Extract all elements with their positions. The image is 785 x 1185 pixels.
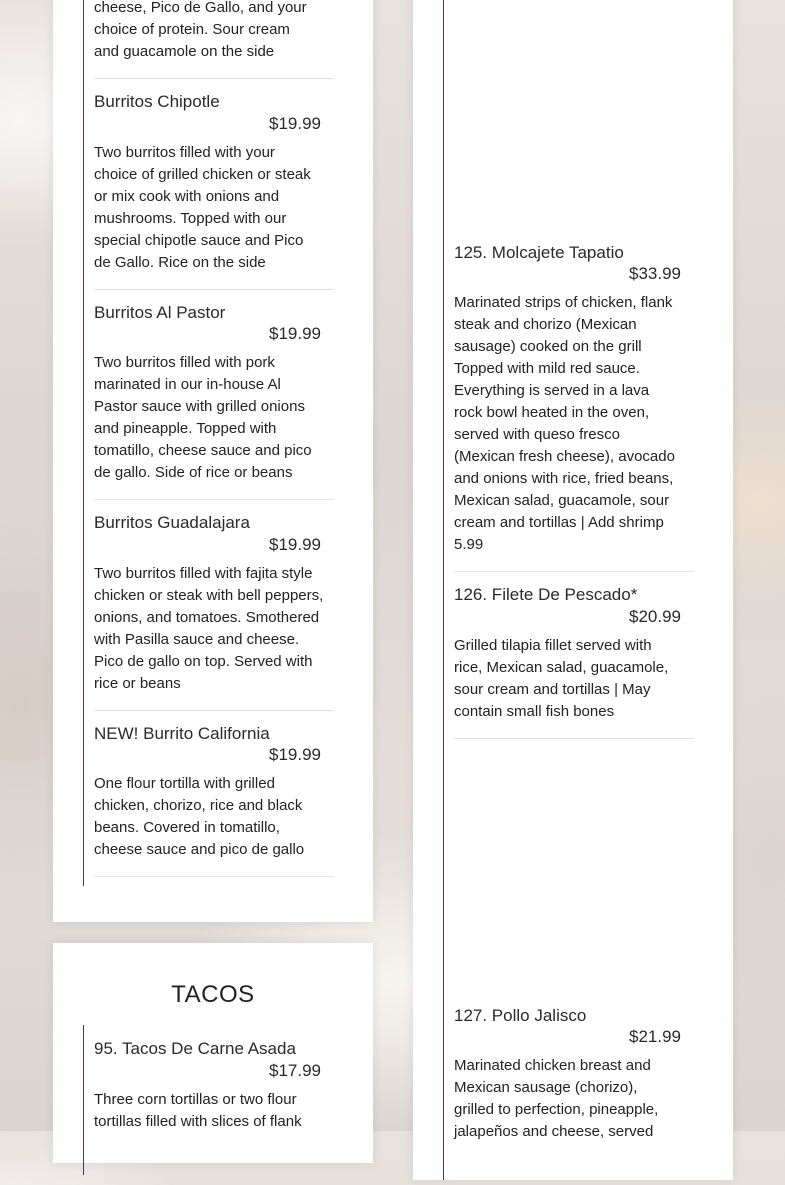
menu-item-description: cheese, Pico de Gallo, and your choice of protein. Sour cream and guacamole on the side [94,0,307,60]
menu-item[interactable] [454,1005,694,1185]
accent-line [83,0,84,886]
tacos-card [53,943,373,1163]
menu-item-divider [94,876,334,877]
menu-item-description: Two burritos filled with pork marinated in our in-house Al Pastor sauce with grilled onions and pineapple. Topped with tomatillo, cheese sauce and pico de gallo. Side of rice or beans [94,354,312,481]
menu-item-name: 125. Molcajete Tapatio [454,243,624,262]
menu-item-name: NEW! Burrito California [94,724,270,743]
menu-item-divider [454,738,694,739]
menu-item[interactable] [94,91,334,281]
menu-item-description: Two burritos filled with your choice of grilled chicken or steak or mix cook with onions and mushrooms. Topped with our special chipotle sauce and Pico de Gallo. Rice on the side [94,144,311,271]
menu-item[interactable] [454,242,694,552]
menu-item-divider [94,289,334,290]
menu-item-price: $20.99 [629,607,681,626]
menu-item-name: Burritos Guadalajara [94,513,250,532]
menu-item-divider [94,499,334,500]
menu-item-description: Three corn tortillas or two flour tortillas filled with slices of flank [94,1091,302,1130]
menu-item-price: $17.99 [269,1061,321,1080]
menu-item-price: $19.99 [269,114,321,133]
menu-item-price: $19.99 [269,745,321,764]
accent-line [83,1025,84,1175]
menu-item-description: Grilled tilapia fillet served with rice, Mexican salad, guacamole, sour cream and tortillas | May contain small fish bones [454,637,669,720]
menu-item-price: $19.99 [269,324,321,343]
menu-item-divider [454,571,694,572]
menu-item-description: Marinated chicken breast and Mexican sausage (chorizo), grilled to perfection, pineapple, jalapeños and cheese, served [454,1057,659,1140]
menu-item-name: Burritos Chipotle [94,92,220,111]
menu-item[interactable] [94,302,334,492]
menu-item-description: Two burritos filled with fajita style chicken or steak with bell peppers, onions, and tomatoes. Smothered with Pasilla sauce and cheese. Pico de gallo on top. Served with rice or beans [94,565,324,692]
menu-item[interactable] [94,512,334,702]
section-title: TACOS [171,981,255,1008]
menu-item-price: $33.99 [629,264,681,283]
menu-item-price: $21.99 [629,1027,681,1046]
menu-item[interactable] [454,584,694,734]
menu-item-name: Burritos Al Pastor [94,303,226,322]
menu-item-divider [94,78,334,79]
menu-item-name: 95. Tacos De Carne Asada [94,1039,296,1058]
menu-item[interactable] [94,723,334,873]
menu-item-divider [94,710,334,711]
menu-item-name: 126. Filete De Pescado* [454,585,638,604]
specialties-card [413,0,733,1180]
menu-item-description: Marinated strips of chicken, flank steak and chorizo (Mexican sausage) cooked on the grill Topped with mild red sauce. Everything is served in a lava rock bowl heated in the oven, served with queso fresco (Mexican fresh cheese), avocado and onions with rice, fried beans, Mexican salad, guacamole, sour cream and tortillas | Add shrimp 5.99 [454,294,675,553]
menu-item[interactable] [94,1038,334,1158]
accent-line [443,0,444,1180]
menu-item-price: $19.99 [269,535,321,554]
menu-item-description: One flour tortilla with grilled chicken, chorizo, rice and black beans. Covered in tomatillo, cheese sauce and pico de gallo [94,775,305,858]
menu-item-name: 127. Pollo Jalisco [454,1006,587,1025]
burritos-card [53,0,373,922]
